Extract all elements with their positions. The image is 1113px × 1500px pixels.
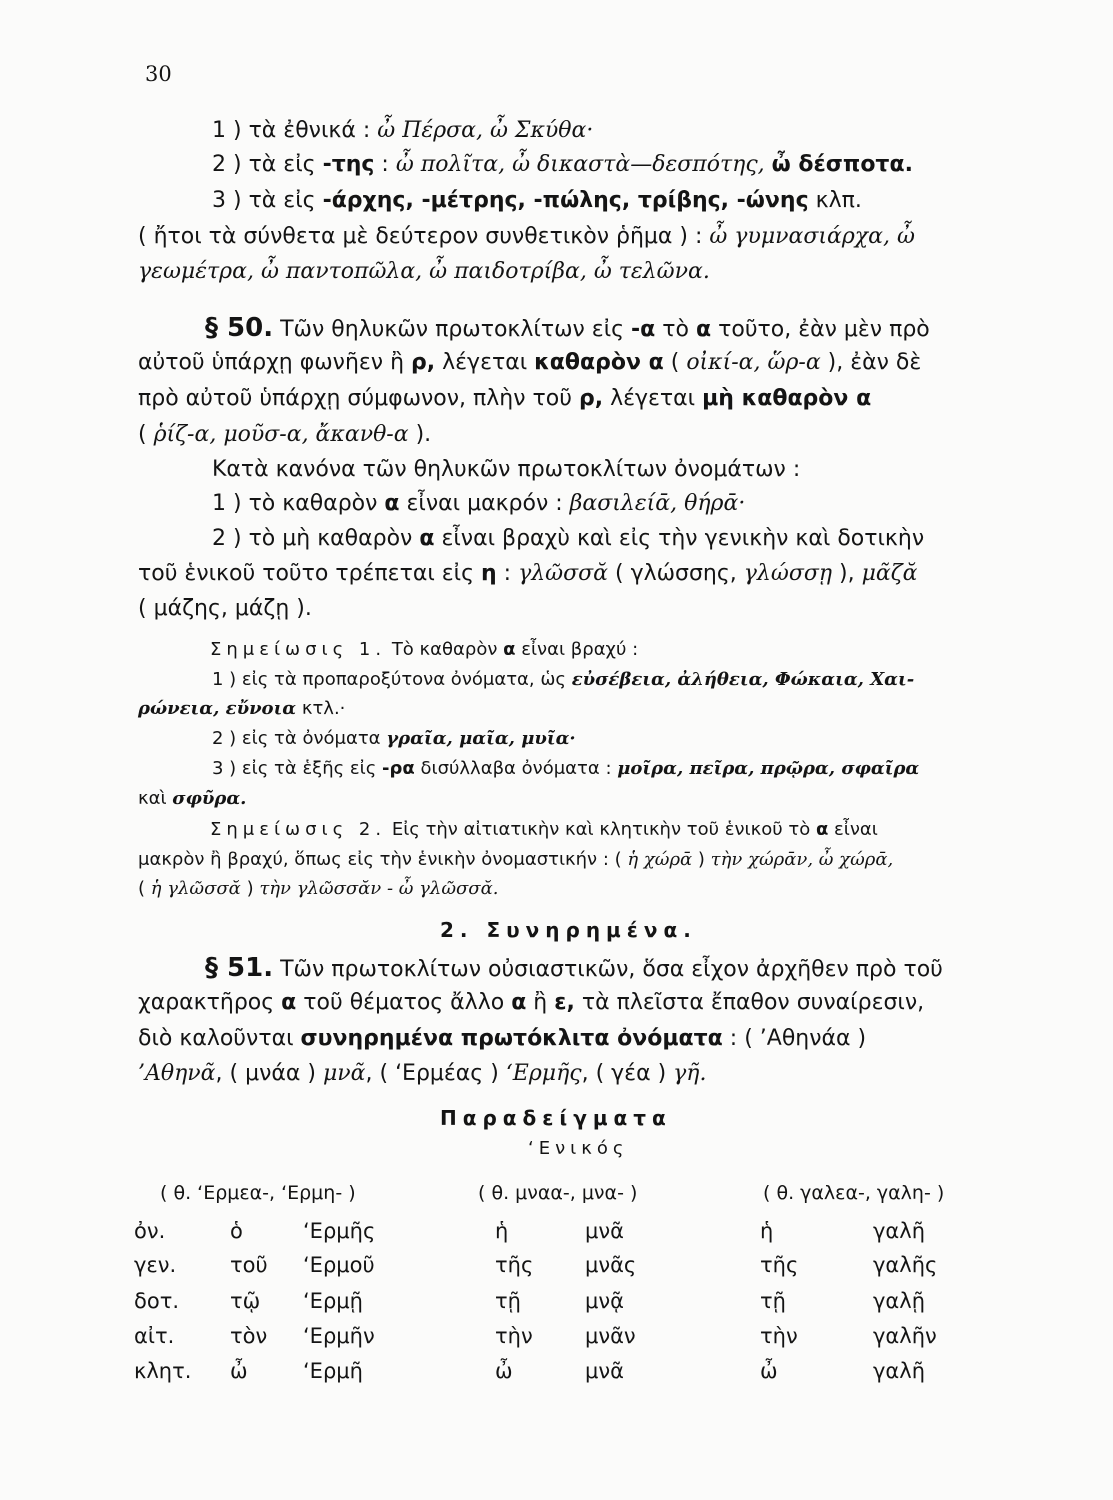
- note-2-line-3: ( ἡ γλῶσσᾰ ) τὴν γλῶσσᾰν - ὦ γλῶσσᾰ.: [138, 878, 499, 899]
- form-hermes: ‘Ερμῆν: [303, 1324, 375, 1348]
- note-1-item-1-cont: ρώνεια, εὔνοια κτλ.·: [138, 698, 346, 719]
- line-compound-examples: γεωμέτρα, ὦ παντοπῶλα, ὦ παιδοτρίβα, ὦ τελῶνα.: [138, 259, 710, 284]
- case-label: δοτ.: [134, 1289, 180, 1313]
- article-mna: ὦ: [495, 1359, 513, 1383]
- note-1-item-2: 2 ) εἰς τὰ ὀνόματα γραῖα, μαῖα, μυῖα·: [212, 728, 576, 749]
- article-hermes: τοῦ: [230, 1253, 268, 1277]
- paragraph-50-line-3: πρὸ αὐτοῦ ὑπάρχῃ σύμφωνον, πλὴν τοῦ ρ, λέγεται μὴ καθαρὸν α: [138, 386, 872, 411]
- case-label: γεν.: [134, 1253, 177, 1277]
- article-mna: τῆς: [495, 1253, 534, 1277]
- article-gale: τῇ: [760, 1289, 786, 1313]
- article-gale: ὦ: [760, 1359, 778, 1383]
- rule-2-line-3: ( μάζης, μάζῃ ).: [138, 596, 312, 621]
- note-1-item-3-cont: καὶ σφῦρα.: [138, 788, 247, 809]
- form-mna: μνᾷ: [585, 1289, 624, 1313]
- article-hermes: τὸν: [230, 1324, 268, 1348]
- paradigm-title: Παραδείγματα: [440, 1106, 672, 1130]
- article-mna: ἡ: [495, 1219, 509, 1243]
- article-hermes: τῷ: [230, 1289, 261, 1313]
- paragraph-51-line-3: διὸ καλοῦνται συνηρημένα πρωτόκλιτα ὀνόματα : ( ’Αθηνάα ): [138, 1026, 867, 1051]
- note-1-item-1: 1 ) εἰς τὰ προπαροξύτονα ὀνόματα, ὡς εὐσέβεια, ἀλήθεια, Φώκαια, Χαι-: [212, 669, 915, 690]
- case-label: κλητ.: [134, 1359, 192, 1383]
- form-hermes: ‘Ερμῆ: [303, 1359, 363, 1383]
- section-heading-contracted: 2. Συνηρημένα.: [440, 918, 697, 942]
- paragraph-51-line-4: ’Αθηνᾶ, ( μνάα ) μνᾶ, ( ‘Ερμέας ) ‘Ερμῆς, ( γέα ) γῆ.: [138, 1061, 707, 1086]
- line-compound-verbs: ( ἤτοι τὰ σύνθετα μὲ δεύτερον συνθετικὸν ῥῆμα ) : ὦ γυμνασιάρχα, ὦ: [138, 224, 915, 249]
- form-hermes: ‘Ερμῇ: [303, 1289, 363, 1313]
- note-1-item-3: 3 ) εἰς τὰ ἑξῆς εἰς -ρα δισύλλαβα ὀνόματα : μοῖρα, πεῖρα, πρῷρα, σφαῖρα: [212, 758, 920, 779]
- paradigm-group-1: ( θ. ‘Ερμεα-, ‘Ερμη- ): [160, 1182, 356, 1204]
- case-label: αἰτ.: [134, 1324, 175, 1348]
- note-1-line-1: Σημείωσις 1. Τὸ καθαρὸν α εἶναι βραχύ :: [210, 639, 639, 660]
- form-mna: μνᾶν: [585, 1324, 636, 1348]
- paragraph-50-line-2: αὐτοῦ ὑπάρχῃ φωνῆεν ἢ ρ, λέγεται καθαρὸν α ( οἰκί-α, ὥρ-α ), ἐὰν δὲ: [138, 350, 922, 375]
- form-mna: μνᾶ: [585, 1359, 624, 1383]
- form-mna: μνᾶ: [585, 1219, 624, 1243]
- form-hermes: ‘Ερμῆς: [303, 1219, 376, 1243]
- article-mna: τὴν: [495, 1324, 533, 1348]
- line-vocative-compounds: 3 ) τὰ εἰς -άρχης, -μέτρης, -πώλης, τρίβης, -ώνης κλπ.: [212, 188, 862, 213]
- paragraph-50-line-4: ( ῥίζ-α, μοῦσ-α, ἄκανθ-α ).: [138, 422, 432, 447]
- form-mna: μνᾶς: [585, 1253, 637, 1277]
- form-gale: γαλῆς: [873, 1253, 938, 1277]
- line-vocative-ethnic: 1 ) τὰ ἐθνικά : ὦ Πέρσα, ὦ Σκύθα·: [212, 118, 594, 143]
- paradigm-group-3: ( θ. γαλεα-, γαλη- ): [763, 1182, 945, 1204]
- case-label: ὀν.: [134, 1219, 166, 1243]
- form-gale: γαλῆ: [873, 1359, 926, 1383]
- paradigm-subtitle: ‘Ενικός: [528, 1138, 629, 1159]
- page-number: 30: [145, 62, 172, 86]
- paragraph-51-line-2: χαρακτῆρος α τοῦ θέματος ἄλλο α ἢ ε, τὰ πλεῖστα ἔπαθον συναίρεσιν,: [138, 990, 925, 1015]
- article-hermes: ὁ: [230, 1219, 243, 1243]
- paradigm-group-2: ( θ. μναα-, μνα- ): [478, 1182, 638, 1204]
- article-mna: τῇ: [495, 1289, 521, 1313]
- article-gale: τῆς: [760, 1253, 799, 1277]
- form-gale: γαλῆν: [873, 1324, 937, 1348]
- form-gale: γαλῆ: [873, 1219, 926, 1243]
- note-2-line-2: μακρὸν ἢ βραχύ, ὅπως εἰς τὴν ἑνικὴν ὀνομαστικήν : ( ἡ χώρᾱ ) τὴν χώρᾱν, ὦ χώρᾱ,: [138, 849, 894, 870]
- rule-1: 1 ) τὸ καθαρὸν α εἶναι μακρόν : βασιλείᾱ, θήρᾱ·: [212, 491, 746, 516]
- rule-2-line-2: τοῦ ἑνικοῦ τοῦτο τρέπεται εἰς η : γλῶσσᾰ ( γλώσσης, γλώσσῃ ), μᾶζᾰ: [138, 561, 918, 586]
- rule-2: 2 ) τὸ μὴ καθαρὸν α εἶναι βραχὺ καὶ εἰς τὴν γενικὴν καὶ δοτικὴν: [212, 526, 925, 551]
- note-2-line-1: Σημείωσις 2. Εἰς τὴν αἰτιατικὴν καὶ κλητικὴν τοῦ ἑνικοῦ τὸ α εἶναι: [210, 819, 878, 840]
- article-gale: τὴν: [760, 1324, 798, 1348]
- paragraph-50-line-1: § 50. Τῶν θηλυκῶν πρωτοκλίτων εἰς -α τὸ α τοῦτο, ἐὰν μὲν πρὸ: [205, 313, 930, 343]
- form-gale: γαλῇ: [873, 1289, 926, 1313]
- paragraph-51-line-1: § 51. Τῶν πρωτοκλίτων οὐσιαστικῶν, ὅσα εἶχον ἀρχῆθεν πρὸ τοῦ: [205, 953, 943, 983]
- line-vocative-tes: 2 ) τὰ εἰς -της : ὦ πολῖτα, ὦ δικαστὰ—δεσπότης, ὦ δέσποτα.: [212, 152, 913, 177]
- article-hermes: ὦ: [230, 1359, 248, 1383]
- rule-title: Κατὰ κανόνα τῶν θηλυκῶν πρωτοκλίτων ὀνομάτων :: [212, 457, 801, 482]
- article-gale: ἡ: [760, 1219, 774, 1243]
- form-hermes: ‘Ερμοῦ: [303, 1253, 375, 1277]
